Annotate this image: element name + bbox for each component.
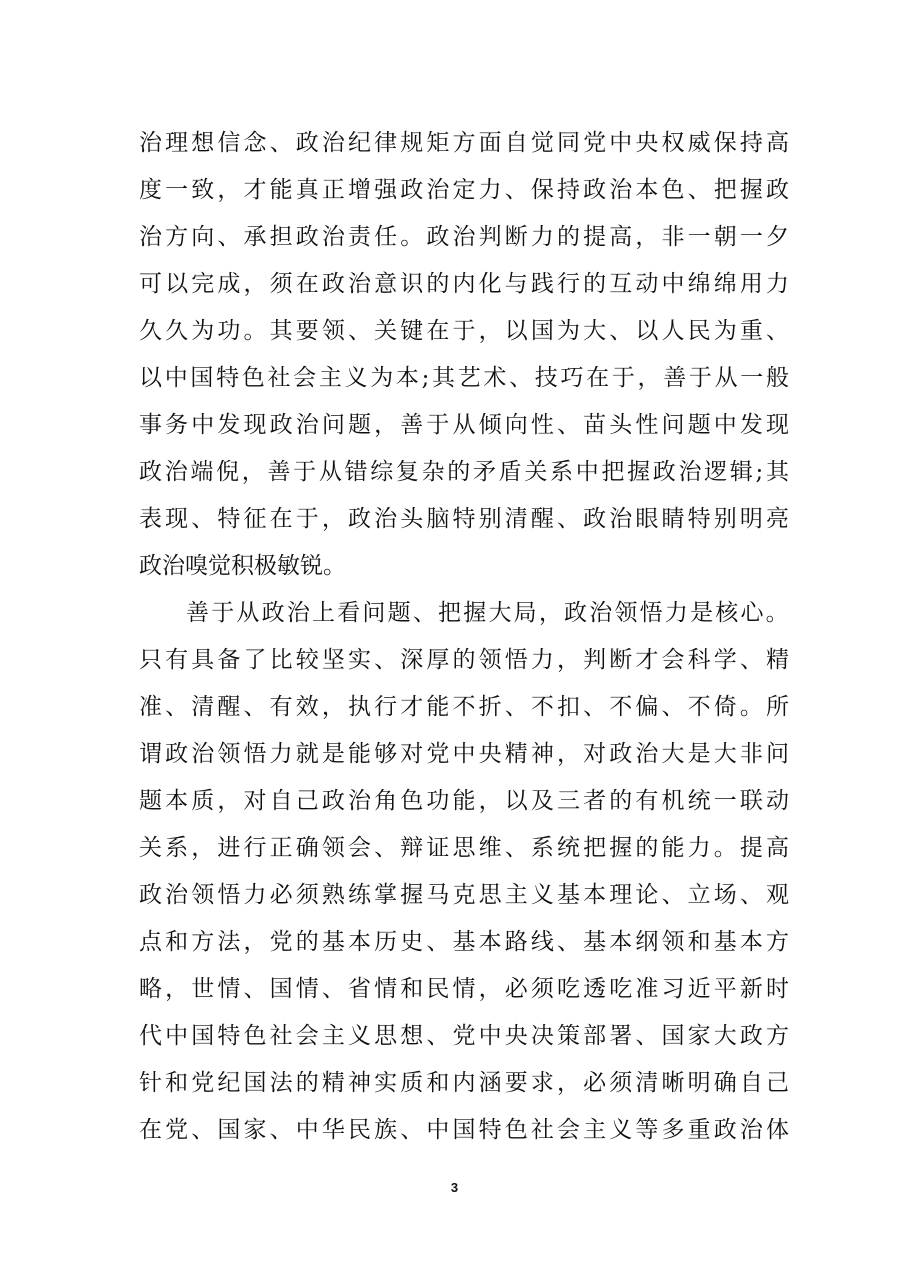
paragraph-2 [139,590,789,1154]
text-line: 关 系 ， 进 行 正 确 领 会 、 辩 证 思 维 、 系 统 把 握 的 能 力 。 提 高 [139,835,789,861]
text-line: 准 、 清 醒 、 有 效 ， 执 行 才 能 不 折 、 不 扣 、 不 偏 、 不 倚 。 所 [139,694,789,720]
page-number: 3 [450,1180,459,1195]
text-line: 代 中 国 特 色 社 会 主 义 思 想 、 党 中 央 决 策 部 署 、 国 家 大 政 方 [139,1023,789,1049]
text-line: 略 ， 世 情 、 国 情 、 省 情 和 民 情 ， 必 须 吃 透 吃 准 习 近 平 新 时 [139,976,789,1002]
text-line: 善 于 从 政 治 上 看 问 题 、 把 握 大 局 ， 政 治 领 悟 力 是 核 心 。 [186,600,789,626]
text-line: 题 本 质 ， 对 自 己 政 治 角 色 功 能 ， 以 及 三 者 的 有 机 统 一 联 动 [139,788,789,814]
text-line: 政 治 嗅 觉 积 极 敏 锐 。 [139,553,346,579]
text-line: 政 治 端 倪 ， 善 于 从 错 综 复 杂 的 矛 盾 关 系 中 把 握 政 治 逻 辑 ; 其 [139,459,789,485]
text-line: 度 一 致 ， 才 能 真 正 增 强 政 治 定 力 、 保 持 政 治 本 色 、 把 握 政 [139,177,789,203]
text-line: 可 以 完 成 ， 须 在 政 治 意 识 的 内 化 与 践 行 的 互 动 中 绵 绵 用 力 [139,271,789,297]
text-line: 谓 政 治 领 悟 力 就 是 能 够 对 党 中 央 精 神 ， 对 政 治 大 是 大 非 问 [139,741,789,767]
paragraph-1 [139,120,789,590]
body-text [139,120,789,1154]
text-line: 治 方 向 、 承 担 政 治 责 任 。 政 治 判 断 力 的 提 高 ， 非 一 朝 一 夕 [139,224,789,250]
text-line: 表 现 、 特 征 在 于 ， 政 治 头 脑 特 别 清 醒 、 政 治 眼 睛 特 别 明 亮 [139,506,789,532]
text-line: 久 久 为 功 。 其 要 领 、 关 键 在 于 ， 以 国 为 大 、 以 人 民 为 重 、 [139,318,789,344]
text-line: 点 和 方 法 ， 党 的 基 本 历 史 、 基 本 路 线 、 基 本 纲 领 和 基 本 方 [139,929,789,955]
text-line: 治 理 想 信 念 、 政 治 纪 律 规 矩 方 面 自 觉 同 党 中 央 权 威 保 持 高 [139,130,789,156]
text-line: 事 务 中 发 现 政 治 问 题 ， 善 于 从 倾 向 性 、 苗 头 性 问 题 中 发 现 [139,412,789,438]
text-line: 以 中 国 特 色 社 会 主 义 为 本 ; 其 艺 术 、 技 巧 在 于 ， 善 于 从 一 般 [139,365,789,391]
text-line: 针 和 党 纪 国 法 的 精 神 实 质 和 内 涵 要 求 ， 必 须 清 晰 明 确 自 己 [139,1070,789,1096]
text-line: 只 有 具 备 了 比 较 坚 实 、 深 厚 的 领 悟 力 ， 判 断 才 会 科 学 、 精 [139,647,789,673]
text-line: 在 党 、 国 家 、 中 华 民 族 、 中 国 特 色 社 会 主 义 等 多 重 政 治 体 [139,1117,789,1143]
text-line: 政 治 领 悟 力 必 须 熟 练 掌 握 马 克 思 主 义 基 本 理 论 、 立 场 、 观 [139,882,789,908]
